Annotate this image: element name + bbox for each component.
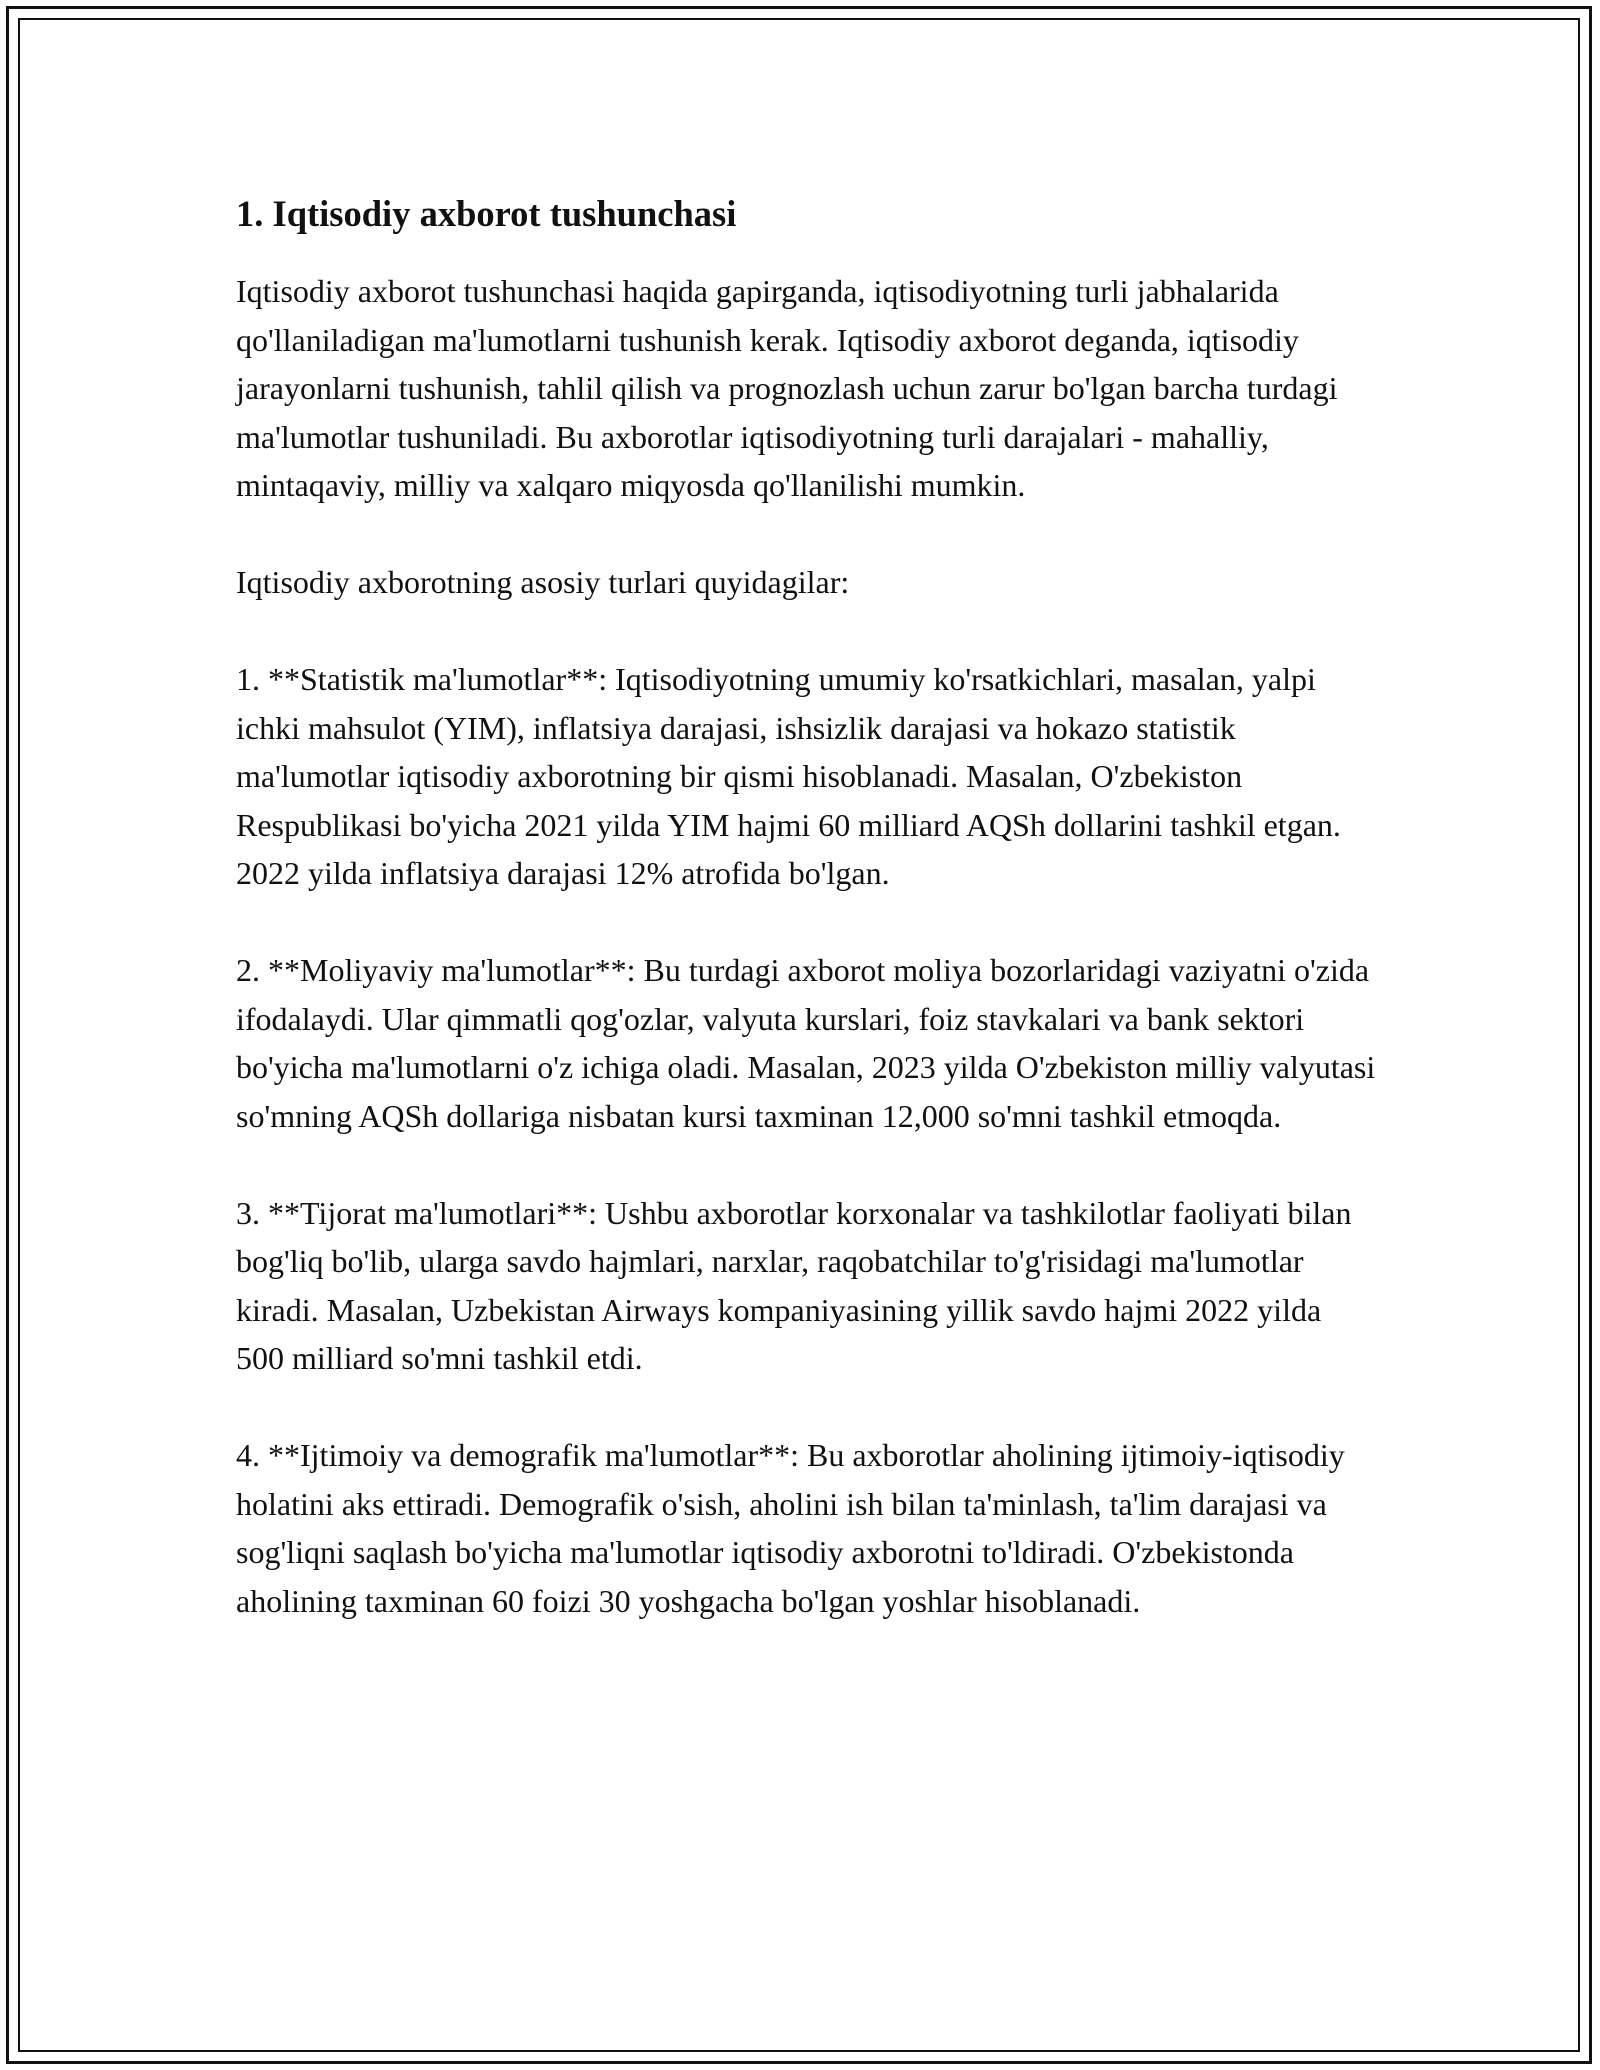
paragraph-financial-data: 2. **Moliyaviy ma'lumotlar**: Bu turdagi axborot moliya bozorlaridagi vaziyatni o'zida ifodalaydi. Ular qimmatli qog'ozlar, valyuta kurslari, foiz stavkalari va bank sektori bo'yicha ma'lumotlarni o'z ichiga oladi. Masalan, 2023 yilda O'zbekiston milliy valyutasi so'mning AQSh dollariga nisbatan kursi taxminan 12,000 so'mni tashkil etmoqda. [236,952,1384,1134]
document-body [236,188,1384,1674]
paragraph-social-demographic-data: 4. **Ijtimoiy va demografik ma'lumotlar**: Bu axborotlar aholining ijtimoiy-iqtisodiy holatini aks ettiradi. Demografik o'sish, aholini ish bilan ta'minlash, ta'lim darajasi va sog'liqni saqlash bo'yicha ma'lumotlar iqtisodiy axborotni to'ldiradi. O'zbekistonda aholining taxminan 60 foizi 30 yoshgacha bo'lgan yoshlar hisoblanadi. [236,1437,1353,1619]
document-title: 1. Iqtisodiy axborot tushunchasi [236,193,737,234]
paragraph-statistical-data: 1. **Statistik ma'lumotlar**: Iqtisodiyotning umumiy ko'rsatkichlari, masalan, yalpi ichki mahsulot (YIM), inflatsiya darajasi, ishsizlik darajasi va hokazo statistik ma'lumotlar iqtisodiy axborotning bir qismi hisoblanadi. Masalan, O'zbekiston Respublikasi bo'yicha 2021 yilda YIM hajmi 60 milliard AQSh dollarini tashkil etgan. 2022 yilda inflatsiya darajasi 12% atrofida bo'lgan. [236,661,1349,891]
paragraph-commercial-data: 3. **Tijorat ma'lumotlari**: Ushbu axborotlar korxonalar va tashkilotlar faoliyati bilan bog'liq bo'lib, ularga savdo hajmlari, narxlar, raqobatchilar to'g'risidagi ma'lumotlar kiradi. Masalan, Uzbekistan Airways kompaniyasining yillik savdo hajmi 2022 yilda 500 milliard so'mni tashkil etdi. [236,1194,1360,1376]
paragraph-intro: Iqtisodiy axborot tushunchasi haqida gapirganda, iqtisodiyotning turli jabhalarida qo'llaniladigan ma'lumotlarni tushunish kerak. Iqtisodiy axborot deganda, iqtisodiy jarayonlarni tushunish, tahlil qilish va prognozlash uchun zarur bo'lgan barcha turdagi ma'lumotlar tushuniladi. Bu axborotlar iqtisodiyotning turli darajalari - mahalliy, mintaqaviy, milliy va xalqaro miqyosda qo'llanilishi mumkin. [236,273,1346,503]
paragraph-types-lead: Iqtisodiy axborotning asosiy turlari quyidagilar: [236,564,850,600]
